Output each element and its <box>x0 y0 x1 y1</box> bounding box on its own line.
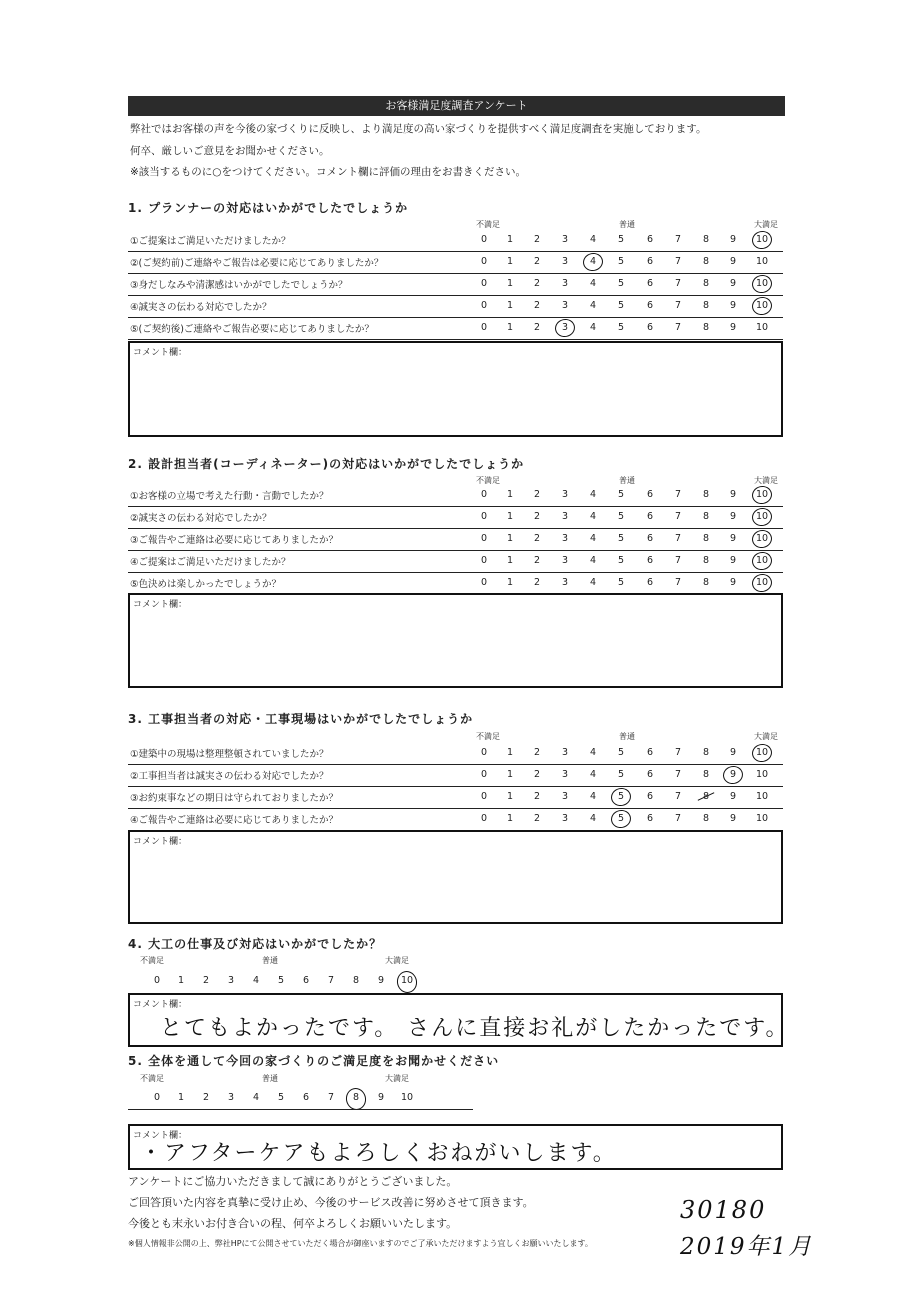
rating-option[interactable]: 4 <box>589 577 597 588</box>
rating-option[interactable]: 6 <box>646 769 654 780</box>
rating-option[interactable]: 6 <box>646 278 654 289</box>
question-row <box>128 551 783 573</box>
rating-option[interactable]: 2 <box>533 322 541 333</box>
comment-label: コメント欄： <box>133 348 188 358</box>
rating-option[interactable]: 4 <box>589 533 597 544</box>
rating-option[interactable]: 6 <box>646 577 654 588</box>
rating-option[interactable]: 9 <box>729 555 737 566</box>
rating-option[interactable]: 10 <box>755 234 769 245</box>
rating-option[interactable]: 6 <box>646 234 654 245</box>
question-row <box>128 809 783 831</box>
comment-label: コメント欄： <box>133 1000 188 1010</box>
rating-option[interactable]: 5 <box>617 489 625 500</box>
scale-mid-label: 普通 <box>619 220 635 229</box>
rating-option[interactable]: 6 <box>646 322 654 333</box>
rating-option[interactable]: 9 <box>729 300 737 311</box>
rating-option[interactable]: 5 <box>277 975 285 986</box>
rating-option[interactable]: 5 <box>617 791 625 802</box>
rating-option[interactable]: 2 <box>202 1092 210 1103</box>
rating-option[interactable]: 8 <box>702 747 710 758</box>
rating-option[interactable]: 2 <box>533 300 541 311</box>
question-row <box>128 485 783 507</box>
rating-option[interactable]: 7 <box>674 511 682 522</box>
rating-option[interactable]: 4 <box>252 975 260 986</box>
section4-scale <box>0 975 920 995</box>
rating-option[interactable]: 10 <box>755 533 769 544</box>
rating-option[interactable]: 0 <box>480 533 488 544</box>
selected-rating-circle <box>609 808 632 830</box>
rating-option[interactable]: 10 <box>755 256 769 267</box>
rating-option[interactable]: 0 <box>480 813 488 824</box>
scale-mid-label: 普通 <box>619 476 635 485</box>
question-text: ①ご提案はご満足いただけましたか？ <box>130 236 291 247</box>
rating-option[interactable]: 4 <box>589 489 597 500</box>
selected-rating-circle <box>553 317 576 339</box>
rating-option[interactable]: 3 <box>227 1092 235 1103</box>
rating-option[interactable]: 1 <box>506 533 514 544</box>
rating-option[interactable]: 4 <box>252 1092 260 1103</box>
rating-option[interactable]: 3 <box>561 769 569 780</box>
rating-option[interactable]: 3 <box>561 555 569 566</box>
section4-title: 4. 大工の仕事及び対応はいかがでしたか？ <box>128 937 383 951</box>
rating-option[interactable]: 8 <box>702 577 710 588</box>
question-text: ②(ご契約前)ご連絡やご報告は必要に応じてありましたか？ <box>130 258 384 269</box>
rating-option[interactable]: 1 <box>506 577 514 588</box>
rating-option[interactable]: 10 <box>755 577 769 588</box>
rating-option[interactable]: 3 <box>561 278 569 289</box>
s5-high-label: 大満足 <box>385 1074 409 1083</box>
scale-low-label: 不満足 <box>476 220 500 229</box>
question-text: ②誠実さの伝わる対応でしたか？ <box>130 513 272 524</box>
rating-option[interactable]: 8 <box>702 813 710 824</box>
rating-option[interactable]: 4 <box>589 278 597 289</box>
question-row <box>128 507 783 529</box>
s5-low-label: 不満足 <box>140 1074 164 1083</box>
section4-comment-box[interactable] <box>128 993 790 1047</box>
rating-option[interactable]: 7 <box>674 577 682 588</box>
selected-rating-circle <box>609 786 632 808</box>
rating-option[interactable]: 2 <box>533 489 541 500</box>
selected-rating-circle <box>395 969 419 995</box>
rating-option[interactable]: 2 <box>533 747 541 758</box>
question-row <box>128 529 783 551</box>
rating-option[interactable]: 10 <box>755 813 769 824</box>
rating-option[interactable]: 7 <box>674 489 682 500</box>
rating-option[interactable]: 10 <box>755 300 769 311</box>
footer-line-3: 今後とも末永いお付き合いの程、何卒よろしくお願いいたします。 <box>128 1217 458 1230</box>
rating-option[interactable]: 5 <box>617 555 625 566</box>
intro-line-1: 弊社ではお客様の声を今後の家づくりに反映し、より満足度の高い家づくりを提供すべく満足度調査を実施しております。 <box>130 123 707 135</box>
rating-option[interactable]: 3 <box>561 300 569 311</box>
question-row <box>128 230 783 252</box>
question-text: ④誠実さの伝わる対応でしたか？ <box>130 302 272 313</box>
rating-option[interactable]: 3 <box>561 813 569 824</box>
selected-rating-circle <box>750 506 773 528</box>
s4-low-label: 不満足 <box>140 956 164 965</box>
comment-label: コメント欄： <box>133 1131 188 1141</box>
rating-option[interactable]: 0 <box>480 555 488 566</box>
rating-option[interactable]: 6 <box>646 256 654 267</box>
rating-option[interactable]: 6 <box>646 555 654 566</box>
rating-option[interactable]: 3 <box>561 791 569 802</box>
rating-option[interactable]: 4 <box>589 300 597 311</box>
rating-option[interactable]: 1 <box>506 769 514 780</box>
selected-rating-circle <box>581 251 604 273</box>
rating-option[interactable]: 2 <box>533 511 541 522</box>
rating-option[interactable]: 1 <box>506 791 514 802</box>
comment-box[interactable] <box>128 341 783 437</box>
rating-option[interactable]: 4 <box>589 813 597 824</box>
rating-option[interactable]: 3 <box>561 489 569 500</box>
question-row <box>128 252 783 274</box>
rating-option[interactable]: 7 <box>327 975 335 986</box>
rating-option[interactable]: 5 <box>617 234 625 245</box>
rating-option[interactable]: 5 <box>617 813 625 824</box>
rating-option[interactable]: 4 <box>589 769 597 780</box>
rating-option[interactable]: 5 <box>617 300 625 311</box>
section4-comment-text: とてもよかったです。 さんに直接お礼がしたかったです。 <box>160 1016 790 1041</box>
rating-option[interactable]: 5 <box>617 577 625 588</box>
rating-option[interactable]: 0 <box>480 300 488 311</box>
rating-option[interactable]: 8 <box>702 234 710 245</box>
rating-option[interactable]: 0 <box>480 234 488 245</box>
section5-title: 5. 全体を通して今回の家づくりのご満足度をお聞かせください <box>128 1054 500 1068</box>
rating-option[interactable]: 0 <box>480 577 488 588</box>
selected-rating-circle <box>721 764 744 786</box>
privacy-note: ※個人情報非公開の上、弊社HPにて公開させていただく場合が御座いますのでご了承いただけますよう宜しくお願いいたします。 <box>128 1239 593 1248</box>
rating-option[interactable]: 9 <box>729 813 737 824</box>
question-row <box>128 743 783 765</box>
rating-option[interactable]: 1 <box>506 278 514 289</box>
scale-low-label: 不満足 <box>476 476 500 485</box>
rating-option[interactable]: 4 <box>589 256 597 267</box>
rating-option[interactable]: 10 <box>755 278 769 289</box>
question-row <box>128 573 783 595</box>
selected-rating-circle <box>750 295 773 317</box>
comment-label: コメント欄： <box>133 600 188 610</box>
rating-option[interactable]: 8 <box>702 791 710 802</box>
rating-option[interactable]: 8 <box>352 1092 360 1103</box>
rating-option[interactable]: 1 <box>506 511 514 522</box>
rating-option[interactable]: 3 <box>561 322 569 333</box>
rating-option[interactable]: 9 <box>377 975 385 986</box>
handwritten-date: 2019年1月 <box>680 1234 814 1260</box>
rating-option[interactable]: 1 <box>506 489 514 500</box>
s4-mid-label: 普通 <box>262 956 278 965</box>
rating-option[interactable]: 0 <box>480 511 488 522</box>
rating-option[interactable]: 5 <box>617 769 625 780</box>
intro-line-3: ※該当するものに○をつけてください。コメント欄に評価の理由をお書きください。 <box>130 166 526 178</box>
rating-option[interactable]: 0 <box>480 256 488 267</box>
rating-option[interactable]: 4 <box>589 322 597 333</box>
rating-option[interactable]: 4 <box>589 747 597 758</box>
rating-option[interactable]: 9 <box>729 322 737 333</box>
rating-option[interactable]: 7 <box>674 322 682 333</box>
rating-option[interactable]: 7 <box>674 300 682 311</box>
rating-option[interactable]: 7 <box>674 256 682 267</box>
rating-option[interactable]: 1 <box>506 300 514 311</box>
rating-option[interactable]: 3 <box>227 975 235 986</box>
rating-option[interactable]: 0 <box>480 747 488 758</box>
rating-option[interactable]: 7 <box>674 791 682 802</box>
rating-option[interactable]: 1 <box>177 1092 185 1103</box>
selected-rating-circle <box>750 742 773 764</box>
rating-option[interactable]: 2 <box>533 555 541 566</box>
rating-option[interactable]: 2 <box>533 577 541 588</box>
rating-option[interactable]: 8 <box>702 489 710 500</box>
rating-option[interactable]: 10 <box>755 769 769 780</box>
rating-option[interactable]: 9 <box>729 533 737 544</box>
rating-option[interactable]: 1 <box>177 975 185 986</box>
rating-option[interactable]: 0 <box>480 322 488 333</box>
question-row <box>128 787 783 809</box>
question-text: ④ご提案はご満足いただけましたか？ <box>130 557 291 568</box>
section-title: 1. プランナーの対応はいかがでしたでしょうか <box>128 201 409 215</box>
rating-option[interactable]: 0 <box>153 1092 161 1103</box>
rating-option[interactable]: 5 <box>617 511 625 522</box>
question-text: ③お約束事などの期日は守られておりましたか？ <box>130 793 339 804</box>
rating-option[interactable]: 3 <box>561 533 569 544</box>
rating-option[interactable]: 6 <box>646 489 654 500</box>
rating-option[interactable]: 3 <box>561 234 569 245</box>
rating-option[interactable]: 8 <box>702 256 710 267</box>
rating-option[interactable]: 6 <box>302 1092 310 1103</box>
rating-option[interactable]: 4 <box>589 511 597 522</box>
handwritten-id: 30180 <box>680 1196 767 1224</box>
question-text: ①お客様の立場で考えた行動・言動でしたか？ <box>130 491 329 502</box>
scale-mid-label: 普通 <box>619 732 635 741</box>
rating-option[interactable]: 7 <box>674 533 682 544</box>
rating-option[interactable]: 10 <box>755 791 769 802</box>
footer-line-2: ご回答頂いた内容を真摯に受け止め、今後のサービス改善に努めさせて頂きます。 <box>128 1196 534 1209</box>
rating-option[interactable]: 8 <box>702 533 710 544</box>
rating-option[interactable]: 5 <box>617 278 625 289</box>
rating-option[interactable]: 1 <box>506 813 514 824</box>
scale-high-label: 大満足 <box>754 476 778 485</box>
rating-option[interactable]: 9 <box>729 234 737 245</box>
question-text: ④ご報告やご連絡は必要に応じてありましたか？ <box>130 815 339 826</box>
rating-option[interactable]: 2 <box>533 769 541 780</box>
question-row <box>128 274 783 296</box>
rating-option[interactable]: 1 <box>506 234 514 245</box>
rating-option[interactable]: 0 <box>480 791 488 802</box>
rating-option[interactable]: 7 <box>674 555 682 566</box>
rating-option[interactable]: 2 <box>533 533 541 544</box>
section-title: 3. 工事担当者の対応・工事現場はいかがでしたでしょうか <box>128 712 474 726</box>
rating-option[interactable]: 3 <box>561 577 569 588</box>
rating-option[interactable]: 6 <box>646 813 654 824</box>
question-text: ③ご報告やご連絡は必要に応じてありましたか？ <box>130 535 339 546</box>
rating-option[interactable]: 6 <box>646 511 654 522</box>
intro-line-2: 何卒、厳しいご意見をお聞かせください。 <box>130 145 330 157</box>
comment-label: コメント欄： <box>133 837 188 847</box>
rating-option[interactable]: 2 <box>533 813 541 824</box>
rating-option[interactable]: 5 <box>617 747 625 758</box>
section-title: 2. 設計担当者(コーディネーター)の対応はいかがでしたでしょうか <box>128 457 525 471</box>
rating-option[interactable]: 10 <box>755 322 769 333</box>
selected-rating-circle <box>750 528 773 550</box>
rating-option[interactable]: 7 <box>674 747 682 758</box>
selected-rating-circle <box>750 273 773 295</box>
rating-option[interactable]: 2 <box>533 234 541 245</box>
rating-option[interactable]: 6 <box>302 975 310 986</box>
comment-box[interactable] <box>128 830 783 924</box>
survey-title: お客様満足度調査アンケート <box>128 96 785 116</box>
s5-mid-label: 普通 <box>262 1074 278 1083</box>
rating-option[interactable]: 1 <box>506 555 514 566</box>
rating-option[interactable]: 8 <box>352 975 360 986</box>
rating-option[interactable]: 7 <box>674 278 682 289</box>
comment-box[interactable] <box>128 593 783 688</box>
scale-high-label: 大満足 <box>754 732 778 741</box>
rating-option[interactable]: 9 <box>729 769 737 780</box>
section5-scale-rule <box>128 1109 473 1110</box>
footer-line-1: アンケートにご協力いただきまして誠にありがとうございました。 <box>128 1175 458 1188</box>
rating-option[interactable]: 9 <box>377 1092 385 1103</box>
rating-option[interactable]: 7 <box>674 769 682 780</box>
selected-rating-circle <box>750 572 773 594</box>
selected-rating-circle <box>750 550 773 572</box>
rating-option[interactable]: 2 <box>533 791 541 802</box>
selected-rating-circle <box>344 1086 368 1112</box>
selected-rating-circle <box>750 484 773 506</box>
question-text: ⑤色決めは楽しかったでしょうか？ <box>130 579 282 590</box>
section5-comment-text: ・アフターケアもよろしくおねがいします。 <box>140 1141 617 1166</box>
rating-option[interactable]: 9 <box>729 278 737 289</box>
rating-option[interactable]: 8 <box>702 555 710 566</box>
selected-rating-circle <box>750 229 773 251</box>
section5-comment-box[interactable] <box>128 1124 783 1170</box>
question-text: ①建築中の現場は整理整頓されていましたか？ <box>130 749 329 760</box>
rating-option[interactable]: 8 <box>702 300 710 311</box>
question-text: ③身だしなみや清潔感はいかがでしたでしょうか？ <box>130 280 348 291</box>
rating-option[interactable]: 0 <box>480 489 488 500</box>
rating-option[interactable]: 4 <box>589 791 597 802</box>
rating-option[interactable]: 1 <box>506 322 514 333</box>
scale-low-label: 不満足 <box>476 732 500 741</box>
rating-option[interactable]: 7 <box>674 234 682 245</box>
rating-option[interactable]: 6 <box>646 747 654 758</box>
rating-option[interactable]: 10 <box>400 975 414 986</box>
question-row <box>128 765 783 787</box>
rating-option[interactable]: 5 <box>617 322 625 333</box>
rating-option[interactable]: 1 <box>506 256 514 267</box>
rating-option[interactable]: 3 <box>561 256 569 267</box>
rating-option[interactable]: 6 <box>646 533 654 544</box>
rating-option[interactable]: 5 <box>277 1092 285 1103</box>
rating-option[interactable]: 0 <box>480 278 488 289</box>
rating-option[interactable]: 4 <box>589 555 597 566</box>
scale-high-label: 大満足 <box>754 220 778 229</box>
rating-option[interactable]: 6 <box>646 791 654 802</box>
rating-option[interactable]: 9 <box>729 791 737 802</box>
rating-option[interactable]: 9 <box>729 747 737 758</box>
question-text: ②工事担当者は誠実さの伝わる対応でしたか？ <box>130 771 329 782</box>
rating-option[interactable]: 9 <box>729 577 737 588</box>
rating-option[interactable]: 1 <box>506 747 514 758</box>
rating-option[interactable]: 0 <box>480 769 488 780</box>
rating-option[interactable]: 3 <box>561 747 569 758</box>
rating-option[interactable]: 7 <box>674 813 682 824</box>
rating-option[interactable]: 8 <box>702 769 710 780</box>
rating-option[interactable]: 10 <box>755 489 769 500</box>
rating-option[interactable]: 2 <box>202 975 210 986</box>
rating-option[interactable]: 2 <box>533 278 541 289</box>
rating-option[interactable]: 9 <box>729 489 737 500</box>
rating-option[interactable]: 10 <box>755 555 769 566</box>
rating-option[interactable]: 6 <box>646 300 654 311</box>
rating-option[interactable]: 10 <box>400 1092 414 1103</box>
question-row <box>128 318 783 340</box>
rating-option[interactable]: 10 <box>755 511 769 522</box>
rating-option[interactable]: 8 <box>702 278 710 289</box>
rating-option[interactable]: 10 <box>755 747 769 758</box>
rating-option[interactable]: 5 <box>617 256 625 267</box>
rating-option[interactable]: 2 <box>533 256 541 267</box>
rating-option[interactable]: 9 <box>729 256 737 267</box>
rating-option[interactable]: 5 <box>617 533 625 544</box>
rating-option[interactable]: 8 <box>702 511 710 522</box>
rating-option[interactable]: 3 <box>561 511 569 522</box>
rating-option[interactable]: 8 <box>702 322 710 333</box>
rating-option[interactable]: 4 <box>589 234 597 245</box>
rating-option[interactable]: 7 <box>327 1092 335 1103</box>
question-row <box>128 296 783 318</box>
rating-option[interactable]: 9 <box>729 511 737 522</box>
question-text: ⑤(ご契約後)ご連絡やご報告必要に応じてありましたか？ <box>130 324 374 335</box>
rating-option[interactable]: 0 <box>153 975 161 986</box>
s4-high-label: 大満足 <box>385 956 409 965</box>
